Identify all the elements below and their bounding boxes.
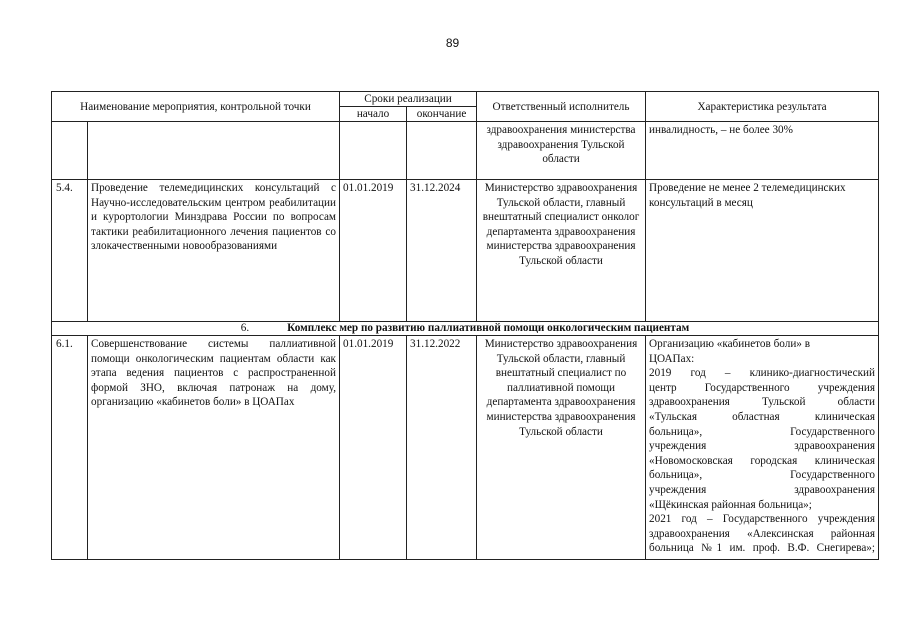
plan-table: [51, 91, 879, 560]
result-line: Организацию «кабинетов боли» в: [649, 338, 810, 350]
row-responsible-cell: здравоохранения министерства здравоохранения Тульской области: [477, 122, 646, 180]
section-title: Комплекс мер по развитию паллиативной помощи онкологическим пациентам: [287, 322, 690, 334]
result-line: здравоохранения Тульской области: [649, 396, 876, 409]
row-start-cell: 01.01.2019: [340, 336, 407, 560]
row-number-cell: [52, 122, 88, 180]
result-line: 2019 год – клинико-диагностический: [649, 367, 876, 380]
header-result: Характеристика результата: [646, 92, 879, 122]
row-end-cell: 31.12.2024: [407, 180, 477, 322]
section-heading-row: [52, 322, 879, 336]
header-start: начало: [340, 107, 407, 122]
row-name-cell: Проведение телемедицинских консультаций с Научно-исследовательским центром реабилитации и курортологии Минздрава России по вопросам тактики реабилитационного лечения пациентов со злокачественными новообразованиями: [88, 180, 340, 322]
row-responsible-cell: Министерство здравоохранения Тульской области, главный внештатный специалист по паллиативной помощи департамента здравоохранения министерства здравоохранения Тульской области: [477, 336, 646, 560]
result-line: учреждения здравоохранения: [649, 483, 876, 496]
table-row: [52, 180, 879, 322]
result-line: больница», Государственного: [649, 469, 876, 482]
header-end: окончание: [407, 107, 477, 122]
row-start-cell: [340, 122, 407, 180]
result-line: здравоохранения «Алексинская районная: [649, 527, 876, 540]
result-line: больница №1 им. проф. В.Ф. Снегирева»;: [649, 542, 876, 555]
result-line: больница», Государственного: [649, 425, 876, 438]
row-end-cell: [407, 122, 477, 180]
result-line: учреждения здравоохранения: [649, 440, 876, 453]
row-number-cell: 6.1.: [52, 336, 88, 560]
section-number: 6.: [240, 322, 250, 334]
header-responsible: Ответственный исполнитель: [477, 92, 646, 122]
row-responsible-cell: Министерство здравоохранения Тульской области, главный внештатный специалист онколог департамента здравоохранения министерства здравоохранения Тульской области: [477, 180, 646, 322]
page-number: 89: [445, 36, 460, 50]
row-name-cell: Совершенствование системы паллиативной помощи онкологическим пациентам области как этапа ведения пациентов с распространенной формой ЗНО, включая патронаж на дому, организацию «кабинетов боли» в ЦОАПах: [88, 336, 340, 560]
result-line: центр Государственного учреждения: [649, 381, 876, 394]
row-result-cell: [646, 336, 879, 560]
result-line: 2021 год – Государственного учреждения: [649, 513, 876, 526]
row-end-cell: 31.12.2022: [407, 336, 477, 560]
row-number-cell: 5.4.: [52, 180, 88, 322]
header-deadlines: Сроки реализации: [340, 92, 477, 107]
result-line: «Новомосковская городская клиническая: [649, 454, 876, 467]
row-start-cell: 01.01.2019: [340, 180, 407, 322]
result-line: «Щёкинская районная больница»;: [649, 498, 812, 511]
result-line: ЦОАПах:: [649, 352, 695, 365]
result-line: «Тульская областная клиническая: [649, 410, 876, 423]
header-name: Наименование мероприятия, контрольной точки: [52, 92, 340, 122]
header-row-1: [52, 92, 879, 107]
row-name-cell: [88, 122, 340, 180]
row-result-cell: Проведение не менее 2 телемедицинских консультаций в месяц: [646, 180, 879, 322]
row-result-cell: инвалидность, – не более 30%: [646, 122, 879, 180]
section-heading-cell: [52, 322, 879, 336]
table-row: [52, 336, 879, 560]
table-row: [52, 122, 879, 180]
